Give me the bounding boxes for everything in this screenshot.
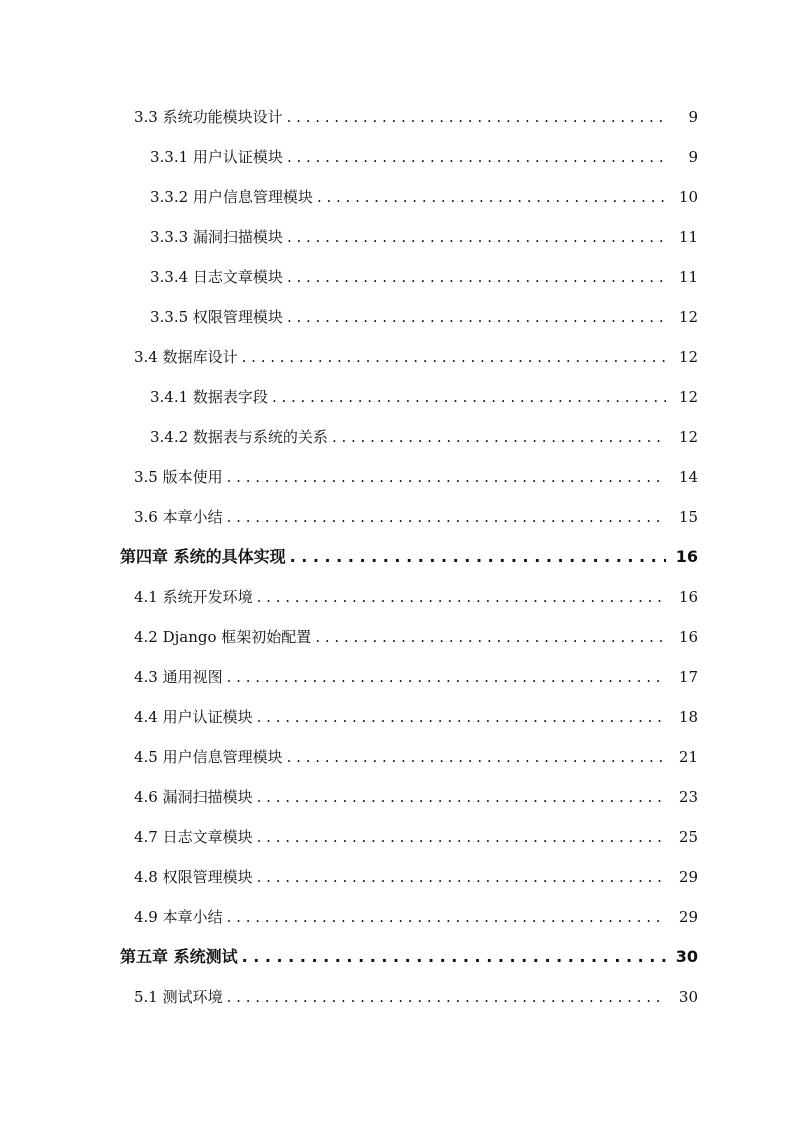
toc-dot-leader [227,897,666,937]
toc-dot-leader [290,537,666,577]
toc-entry-3-3-1[interactable] [0,137,793,177]
toc-chapter-page: 16 [675,547,698,566]
toc-chapter-title: 第五章 系统测试 [120,947,238,966]
toc-entry-title: 3.3.4 日志文章模块 [150,268,283,286]
toc-entry-title: 4.2 Django 框架初始配置 [134,628,312,646]
toc-entry-title: 4.1 系统开发环境 [134,588,253,606]
toc-entry-3-6[interactable] [0,497,793,537]
toc-dot-leader [227,457,666,497]
toc-entry-page: 11 [678,228,698,246]
toc-entry-4-5[interactable] [0,737,793,777]
toc-entry-title: 3.3 系统功能模块设计 [134,108,283,126]
toc-entry-page: 17 [678,668,698,686]
toc-entry-page: 16 [678,588,698,606]
toc-dot-leader [332,417,666,457]
toc-dot-leader [257,777,666,817]
toc-entry-3-3-3[interactable] [0,217,793,257]
toc-entry-4-4[interactable] [0,697,793,737]
toc-dot-leader [315,617,666,657]
toc-entry-3-4-2[interactable] [0,417,793,457]
toc-entry-title: 3.4 数据库设计 [134,348,238,366]
toc-chapter-title: 第四章 系统的具体实现 [120,547,286,566]
toc-dot-leader [287,217,666,257]
toc-dot-leader [257,857,666,897]
toc-dot-leader [317,177,666,217]
toc-chapter-page: 30 [675,947,698,966]
toc-entry-title: 3.3.1 用户认证模块 [150,148,283,166]
toc-entry-5-1[interactable] [0,977,793,1017]
toc-entry-title: 4.7 日志文章模块 [134,828,253,846]
toc-entry-page: 16 [678,628,698,646]
toc-entry-4-8[interactable] [0,857,793,897]
toc-dot-leader [257,577,666,617]
toc-entry-3-4[interactable] [0,337,793,377]
toc-dot-leader [242,937,666,977]
toc-dot-leader [287,97,666,137]
toc-entry-page: 23 [678,788,698,806]
toc-entry-title: 3.3.5 权限管理模块 [150,308,283,326]
toc-entry-4-3[interactable] [0,657,793,697]
toc-entry-page: 30 [678,988,698,1006]
toc-dot-leader [257,697,666,737]
toc-entry-title: 4.3 通用视图 [134,668,223,686]
toc-entry-4-9[interactable] [0,897,793,937]
toc-entry-title: 4.5 用户信息管理模块 [134,748,283,766]
toc-entry-title: 3.5 版本使用 [134,468,223,486]
toc-entry-4-1[interactable] [0,577,793,617]
toc-entry-title: 3.4.2 数据表与系统的关系 [150,428,328,446]
toc-entry-page: 14 [678,468,698,486]
toc-entry-page: 12 [678,348,698,366]
toc-entry-page: 21 [678,748,698,766]
toc-entry-title: 3.3.3 漏洞扫描模块 [150,228,283,246]
toc-entry-title: 4.4 用户认证模块 [134,708,253,726]
toc-entry-3-3[interactable] [0,97,793,137]
toc-entry-page: 12 [678,388,698,406]
toc-entry-page: 9 [688,148,698,166]
toc-entry-title: 4.9 本章小结 [134,908,223,926]
toc-entry-4-7[interactable] [0,817,793,857]
toc-entry-title: 5.1 测试环境 [134,988,223,1006]
toc-entry-3-4-1[interactable] [0,377,793,417]
toc-chapter-4[interactable] [0,537,793,577]
toc-dot-leader [227,977,666,1017]
toc-entry-page: 12 [678,428,698,446]
toc-dot-leader [287,297,666,337]
toc-entry-page: 29 [678,908,698,926]
toc-entry-page: 15 [678,508,698,526]
toc-chapter-5[interactable] [0,937,793,977]
toc-entry-page: 25 [678,828,698,846]
toc-entry-4-2[interactable] [0,617,793,657]
toc-dot-leader [287,257,666,297]
toc-dot-leader [272,377,666,417]
toc-entry-page: 12 [678,308,698,326]
toc-entry-3-3-5[interactable] [0,297,793,337]
toc-entry-page: 11 [678,268,698,286]
toc-entry-title: 4.8 权限管理模块 [134,868,253,886]
toc-entry-3-5[interactable] [0,457,793,497]
toc-dot-leader [242,337,666,377]
toc-entry-title: 3.4.1 数据表字段 [150,388,268,406]
toc-entry-page: 29 [678,868,698,886]
toc-entry-title: 3.6 本章小结 [134,508,223,526]
toc-dot-leader [227,657,666,697]
toc-entry-page: 18 [678,708,698,726]
toc-entry-3-3-4[interactable] [0,257,793,297]
toc-entry-page: 10 [678,188,698,206]
table-of-contents [0,97,793,1017]
toc-entry-title: 4.6 漏洞扫描模块 [134,788,253,806]
toc-dot-leader [287,137,666,177]
toc-entry-page: 9 [688,108,698,126]
toc-entry-3-3-2[interactable] [0,177,793,217]
toc-dot-leader [287,737,666,777]
toc-dot-leader [227,497,666,537]
toc-entry-title: 3.3.2 用户信息管理模块 [150,188,313,206]
toc-entry-4-6[interactable] [0,777,793,817]
toc-dot-leader [257,817,666,857]
